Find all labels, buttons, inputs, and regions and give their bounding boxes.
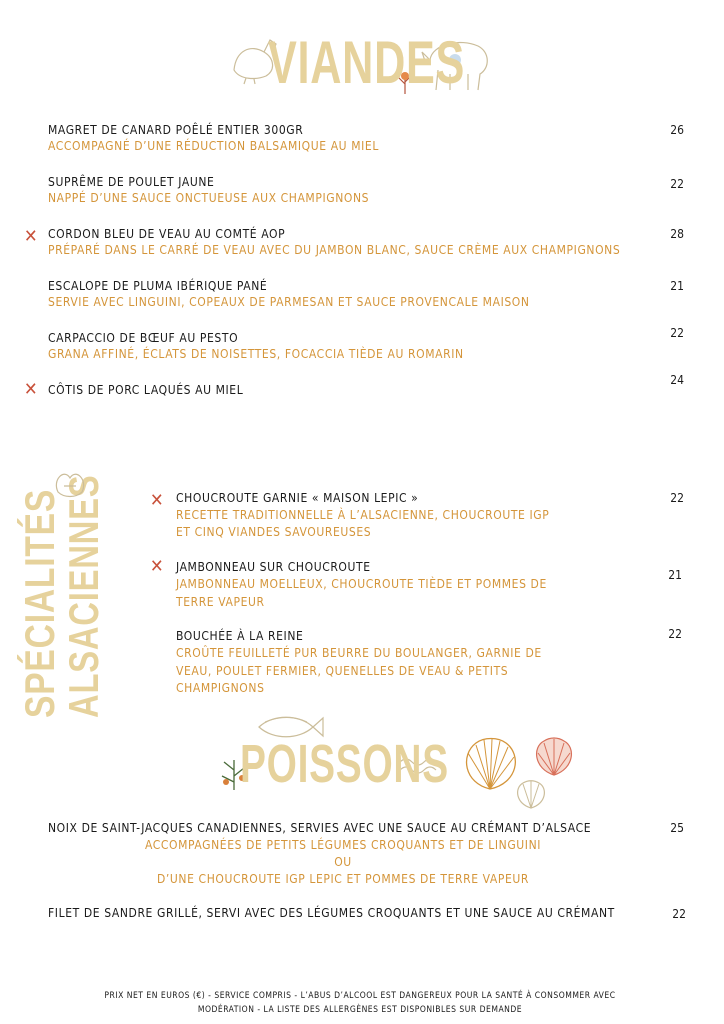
dish-description: PRÉPARÉ DANS LE CARRÉ DE VEAU AVEC DU JAMBON BLANC, SAUCE CRÈME AUX CHAMPIGNONS	[48, 243, 621, 257]
dish-description: VEAU, POULET FERMIER, QUENELLES DE VEAU & PETITS	[176, 664, 509, 678]
section-title-poissons: POISSONS	[240, 734, 449, 794]
dish-name: CARPACCIO DE BŒUF AU PESTO	[48, 331, 239, 345]
dish-price: 28	[670, 227, 684, 241]
dish-description: TERRE VAPEUR	[176, 595, 265, 609]
dish-description: ACCOMPAGNÉ D’UNE RÉDUCTION BALSAMIQUE AU MIEL	[48, 139, 379, 153]
dish-name: BOUCHÉE À LA REINE	[176, 629, 304, 643]
pretzel-illustration-icon	[50, 462, 90, 502]
dish-price: 22	[670, 326, 684, 340]
dish-price: 26	[670, 123, 684, 137]
dish-description: D’UNE CHOUCROUTE IGP LEPIC ET POMMES DE TERRE VAPEUR	[156, 872, 530, 886]
section-title-viandes: VIANDES	[268, 29, 466, 96]
footer-line: PRIX NET EN EUROS (€) - SERVICE COMPRIS - L’ABUS D’ALCOOL EST DANGEREUX POUR LA SANTÉ À CONSOMMER AVEC	[104, 991, 616, 1001]
dish-name: MAGRET DE CANARD POÊLÉ ENTIER 300GR	[48, 123, 304, 137]
pink-shell-icon	[530, 735, 578, 777]
dish-description: GRANA AFFINÉ, ÉCLATS DE NOISETTES, FOCACCIA TIÈDE AU ROMARIN	[48, 347, 464, 361]
small-shell-icon	[512, 778, 550, 810]
dish-description: RECETTE TRADITIONNELLE À L’ALSACIENNE, CHOUCROUTE IGP	[176, 508, 550, 522]
dish-price: 21	[670, 279, 684, 293]
dish-price: 22	[668, 627, 682, 641]
cross-marker-icon: ✕	[150, 490, 164, 511]
dish-description: JAMBONNEAU MOELLEUX, CHOUCROUTE TIÈDE ET POMMES DE	[176, 577, 547, 591]
dish-name: NOIX DE SAINT-JACQUES CANADIENNES, SERVIES AVEC UNE SAUCE AU CRÉMANT D’ALSACE	[48, 821, 592, 835]
cross-marker-icon: ✕	[150, 556, 164, 577]
dish-price: 22	[670, 177, 684, 191]
dish-description: NAPPÉ D’UNE SAUCE ONCTUEUSE AUX CHAMPIGNONS	[48, 191, 370, 205]
dish-name: CHOUCROUTE GARNIE « MAISON LEPIC »	[176, 491, 419, 505]
dish-price: 22	[672, 907, 686, 921]
dish-name: SUPRÊME DE POULET JAUNE	[48, 175, 215, 189]
dish-description-or: OU	[334, 855, 352, 869]
dish-name: CORDON BLEU DE VEAU AU COMTÉ AOP	[48, 227, 286, 241]
dish-name: ESCALOPE DE PLUMA IBÉRIQUE PANÉ	[48, 279, 268, 293]
dish-name: CÔTIS DE PORC LAQUÉS AU MIEL	[48, 383, 244, 397]
cross-marker-icon: ✕	[24, 226, 38, 247]
footer-line: MODÉRATION - LA LISTE DES ALLERGÈNES EST DISPONIBLES SUR DEMANDE	[197, 1005, 523, 1015]
dish-price: 21	[668, 568, 682, 582]
dish-description: CHAMPIGNONS	[176, 681, 265, 695]
dish-price: 25	[670, 821, 684, 835]
dish-description: ET CINQ VIANDES SAVOUREUSES	[176, 525, 372, 539]
dish-name: FILET DE SANDRE GRILLÉ, SERVI AVEC DES LÉGUMES CROQUANTS ET UNE SAUCE AU CRÉMANT	[48, 906, 615, 920]
section-title-specialites: SPÉCIALITÉS ALSACIENNES	[16, 474, 107, 718]
dish-price: 22	[670, 491, 684, 505]
cross-marker-icon: ✕	[24, 379, 38, 400]
dish-name: JAMBONNEAU SUR CHOUCROUTE	[176, 560, 371, 574]
dish-description: ACCOMPAGNÉES DE PETITS LÉGUMES CROQUANTS ET DE LINGUINI	[144, 838, 542, 852]
dish-price: 24	[670, 373, 684, 387]
dish-description: SERVIE AVEC LINGUINI, COPEAUX DE PARMESAN ET SAUCE PROVENCALE MAISON	[48, 295, 530, 309]
dish-description: CROÛTE FEUILLETÉ PUR BEURRE DU BOULANGER, GARNIE DE	[176, 646, 542, 660]
